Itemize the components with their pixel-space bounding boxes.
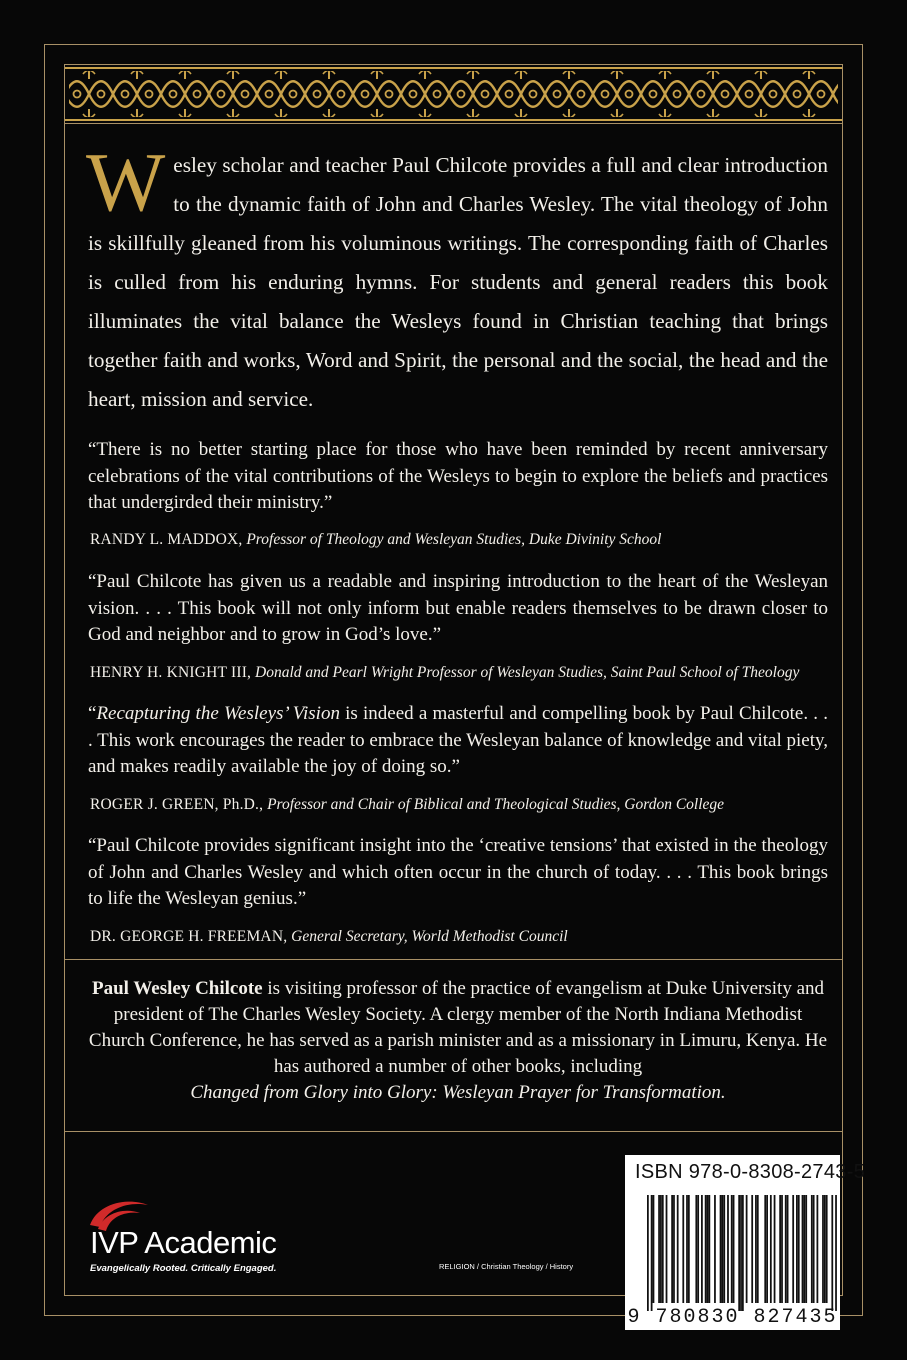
- barcode-bar: [733, 1195, 735, 1303]
- barcode-bar: [682, 1195, 684, 1303]
- barcode-bar: [764, 1195, 766, 1303]
- barcode-bar: [738, 1195, 740, 1311]
- barcode-bar: [651, 1195, 653, 1311]
- barcode-bar: [666, 1195, 668, 1303]
- bisac-category: RELIGION / Christian Theology / History: [439, 1262, 574, 1271]
- endorser-name: ROGER J. GREEN, Ph.D.,: [90, 796, 264, 813]
- barcode-bar: [785, 1195, 787, 1303]
- bio-book-title: Changed from Glory into Glory: Wesleyan Prayer for Transformation.: [190, 1082, 726, 1103]
- barcode-bar: [817, 1195, 819, 1303]
- ornamental-border: [65, 65, 842, 123]
- barcode-bar: [757, 1195, 759, 1303]
- description-text: esley scholar and teacher Paul Chilcote provides a full and clear introduction to the dynamic faith of John and Charles Wesley. The vital theology of John is skillfully gleaned from his voluminous writings. The corresponding faith of Charles is culled from his enduring hymns. For students and general readers this book illuminates the vital balance the Wesleys found in Christian teaching that brings together faith and works, Word and Spirit, the personal and the social, the head and the heart, mission and service.: [88, 153, 828, 411]
- barcode-bar: [770, 1195, 772, 1303]
- barcode-bar: [835, 1195, 837, 1311]
- barcode-bar: [686, 1195, 688, 1303]
- barcode-bar: [727, 1195, 729, 1303]
- endorsement-quote-1: “There is no better starting place for those who have been reminded by recent anniversary celebrations of the vital contributions of the Wesleys to begin to explore the beliefs and practices that undergirded their ministry.”: [88, 439, 828, 513]
- barcode-bar: [826, 1195, 828, 1303]
- barcode-bar: [677, 1195, 679, 1303]
- barcode-bar: [662, 1195, 664, 1303]
- barcode-bar: [805, 1195, 807, 1303]
- barcode-bar: [701, 1195, 703, 1303]
- barcode-bar: [695, 1195, 697, 1303]
- barcode-bar: [813, 1195, 815, 1303]
- barcode-bar: [751, 1195, 753, 1303]
- book-title: Recapturing the Wesleys’ Vision: [96, 703, 340, 724]
- description: [86, 136, 828, 419]
- barcode-bar: [742, 1195, 744, 1311]
- endorser-name: HENRY H. KNIGHT III,: [90, 664, 252, 681]
- author-name: Paul Wesley Chilcote: [91, 978, 263, 999]
- barcode-bar: [658, 1195, 660, 1303]
- barcode-bar: [802, 1195, 804, 1303]
- barcode-number: 9 780830 827435: [627, 1306, 838, 1329]
- endorser-name: DR. GEORGE H. FREEMAN,: [90, 928, 288, 945]
- endorser-title: Professor and Chair of Biblical and Theological Studies, Gordon College: [267, 796, 725, 813]
- endorser-title: General Secretary, World Methodist Council: [291, 928, 568, 945]
- barcode-panel: [625, 1155, 866, 1330]
- barcode-bar: [787, 1195, 789, 1303]
- barcode-bar: [671, 1195, 673, 1303]
- endorser-title: Professor of Theology and Wesleyan Studies, Duke Divinity School: [246, 531, 662, 548]
- barcode-bar: [766, 1195, 768, 1303]
- barcode-bar: [705, 1195, 707, 1303]
- quote-text: is indeed a masterful and compelling book by Paul Chilcote. . . . This work encourages the reader to embrace the Wesleyan balance of knowledge and vital piety, and makes readily available the joy of doing so.”: [88, 703, 828, 777]
- endorsement-quote-3: [88, 701, 828, 781]
- barcode-bar: [697, 1195, 699, 1303]
- endorsement-attribution-4: [90, 927, 830, 947]
- endorser-name: RANDY L. MADDOX,: [90, 531, 243, 548]
- endorsement-quote-2: “Paul Chilcote has given us a readable and inspiring introduction to the heart of the Wesleyan vision. . . . This book will not only inform but enable readers themselves to be drawn closer to God and neighbor and to grow in God’s love.”: [88, 571, 828, 645]
- barcode-bar: [723, 1195, 725, 1303]
- barcode-bar: [714, 1195, 716, 1303]
- bio-top-rule: [65, 959, 842, 960]
- barcode-bar: [707, 1195, 709, 1303]
- barcode-bar: [781, 1195, 783, 1303]
- endorsement-quote-4: “Paul Chilcote provides significant insight into the ‘creative tensions’ that existed in the theology of John and Charles Wesley and which often occur in the church of today. . . . This book brings to life the Wesleyan genius.”: [88, 835, 828, 909]
- drop-cap: W: [86, 136, 166, 229]
- quote-open: “: [88, 703, 97, 724]
- barcode-bar: [740, 1195, 742, 1311]
- barcode-bar: [811, 1195, 813, 1303]
- endorsement-attribution-2: [90, 663, 830, 683]
- bio-text: is visiting professor of the practice of evangelism at Duke University and president of The Charles Wesley Society. A clergy member of the North Indiana Methodist Church Conference, he has served as a parish minister and as a missionary in Limuru, Kenya. He has authored a number of other books, including: [88, 978, 828, 1077]
- barcode-bar: [708, 1195, 710, 1303]
- ornament-bottom-rule: [65, 123, 842, 124]
- barcode-bar: [822, 1195, 824, 1303]
- barcode-bar: [779, 1195, 781, 1303]
- barcode-bar: [720, 1195, 722, 1303]
- barcode-bar: [755, 1195, 757, 1303]
- barcode-bar: [824, 1195, 826, 1303]
- endorsement-attribution-1: [90, 530, 830, 550]
- barcode-bar: [731, 1195, 733, 1303]
- barcode-bar: [803, 1195, 805, 1303]
- isbn-label: ISBN 978-0-8308-2743-5: [635, 1161, 866, 1183]
- barcode: [625, 1155, 840, 1330]
- barcode-bar: [647, 1195, 649, 1311]
- barcode-bar: [746, 1195, 748, 1303]
- publisher-tagline: Evangelically Rooted. Critically Engaged.: [90, 1263, 277, 1274]
- endorsement-attribution-3: [90, 795, 830, 815]
- barcode-bar: [653, 1195, 655, 1303]
- barcode-bar: [774, 1195, 776, 1303]
- barcode-bar: [792, 1195, 794, 1303]
- barcode-bar: [831, 1195, 833, 1311]
- barcode-bar: [722, 1195, 724, 1303]
- publisher-logo: [84, 1195, 314, 1275]
- publisher-name: IVP Academic: [90, 1225, 277, 1260]
- barcode-bar: [660, 1195, 662, 1303]
- endorser-title: Donald and Pearl Wright Professor of Wesleyan Studies, Saint Paul School of Theology: [255, 664, 800, 681]
- barcode-bar: [673, 1195, 675, 1303]
- author-bio: [88, 976, 828, 1106]
- barcode-bar: [688, 1195, 690, 1303]
- barcode-bar: [796, 1195, 798, 1303]
- bio-bottom-rule: [65, 1131, 842, 1132]
- barcode-bar: [798, 1195, 800, 1303]
